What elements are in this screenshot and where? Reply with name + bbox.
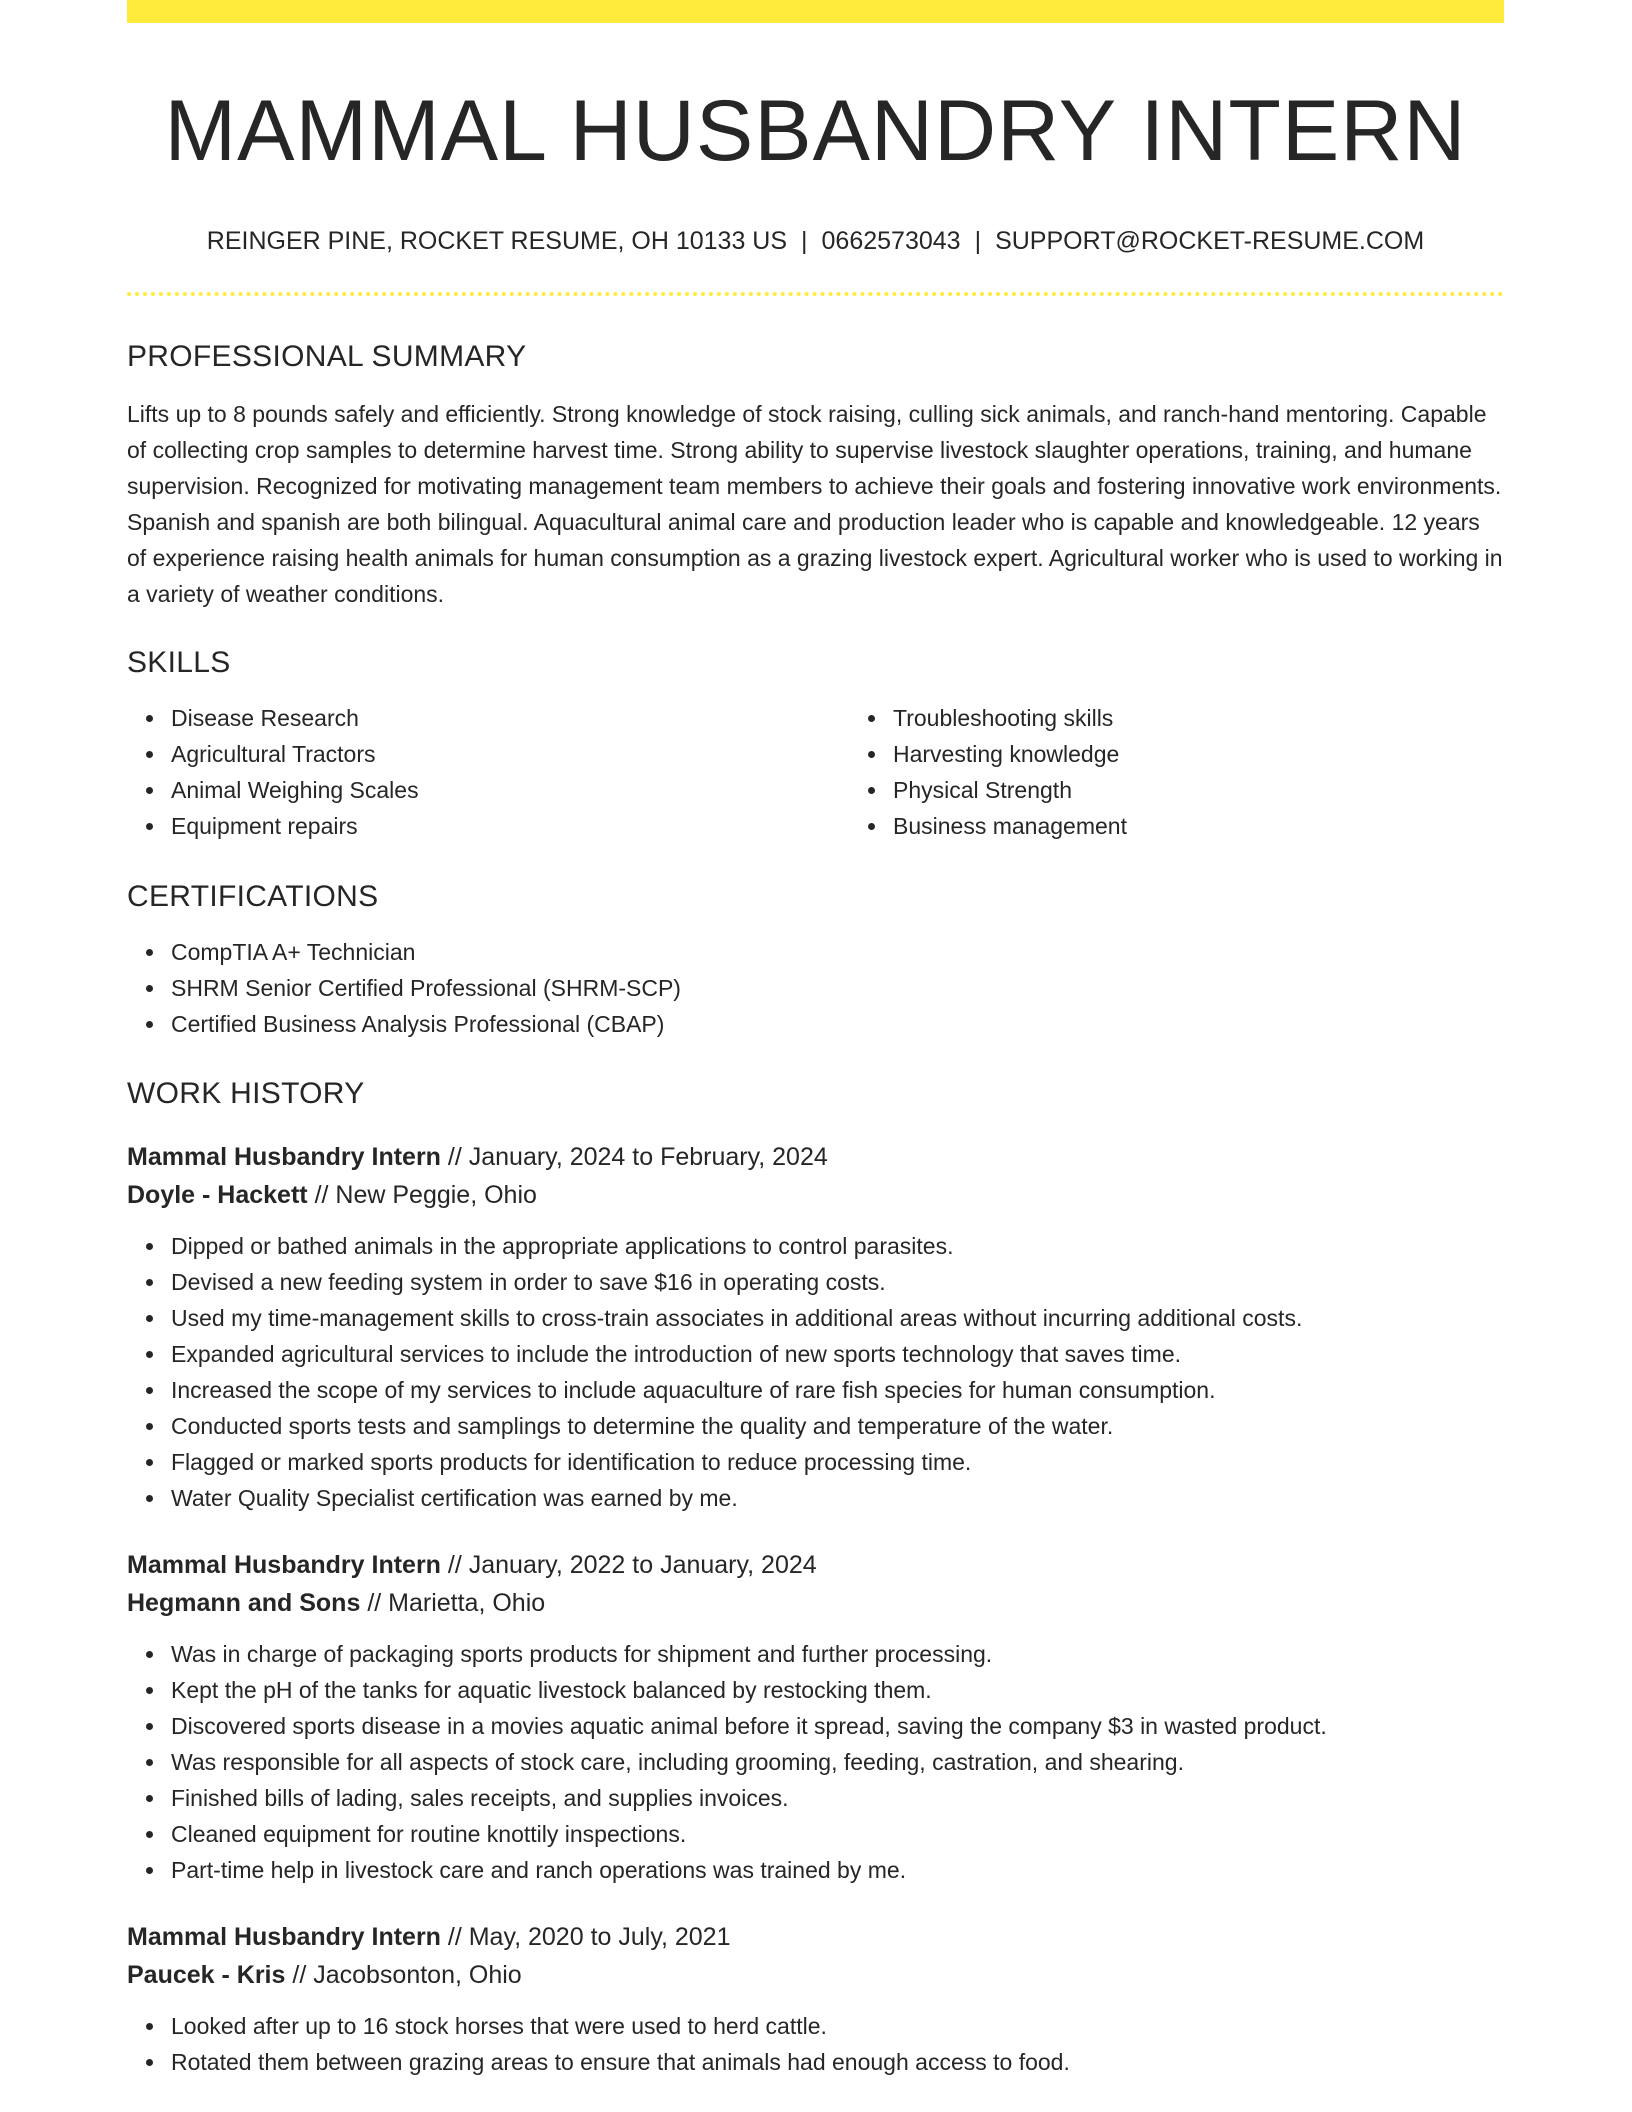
email: SUPPORT@ROCKET-RESUME.COM — [995, 227, 1425, 255]
job-role: Mammal Husbandry Intern — [127, 1551, 441, 1579]
certifications-list — [127, 934, 1504, 1042]
skill-item: Business management — [893, 808, 1571, 844]
certifications-heading: CERTIFICATIONS — [127, 880, 379, 913]
skills-grid — [127, 700, 1504, 844]
job-title-line — [127, 1918, 1504, 1956]
work-history-heading: WORK HISTORY — [127, 1077, 365, 1110]
job-company: Doyle - Hackett — [127, 1181, 308, 1209]
job-location: // Marietta, Ohio — [360, 1589, 546, 1617]
job-bullet: Water Quality Specialist certification was earned by me. — [171, 1480, 1504, 1516]
phone: 0662573043 — [821, 227, 961, 255]
skills-left-list — [127, 700, 849, 844]
job-bullet: Expanded agricultural services to include the introduction of new sports technology that saves time. — [171, 1336, 1504, 1372]
job-role: Mammal Husbandry Intern — [127, 1923, 441, 1951]
job-bullet: Discovered sports disease in a movies aquatic animal before it spread, saving the company $3 in wasted product. — [171, 1708, 1504, 1744]
summary-heading: PROFESSIONAL SUMMARY — [127, 340, 527, 373]
job-bullet: Conducted sports tests and samplings to determine the quality and temperature of the water. — [171, 1408, 1504, 1444]
job-bullet: Part-time help in livestock care and ranch operations was trained by me. — [171, 1852, 1504, 1888]
job-dates: // May, 2020 to July, 2021 — [440, 1923, 731, 1951]
job-bullet: Cleaned equipment for routine knottily inspections. — [171, 1816, 1504, 1852]
skill-item: Animal Weighing Scales — [171, 772, 849, 808]
top-accent-bar — [127, 0, 1504, 23]
job-location: // New Peggie, Ohio — [307, 1181, 537, 1209]
resume-name: MAMMAL HUSBANDRY INTERN — [164, 83, 1467, 179]
address: REINGER PINE, ROCKET RESUME, OH 10133 US — [206, 227, 788, 255]
contact-line — [127, 225, 1504, 257]
job-title-line — [127, 1546, 1504, 1584]
job-bullet: Finished bills of lading, sales receipts, and supplies invoices. — [171, 1780, 1504, 1816]
skills-right-list — [849, 700, 1571, 844]
skill-item: Disease Research — [171, 700, 849, 736]
summary-text: Lifts up to 8 pounds safely and efficiently. Strong knowledge of stock raising, culling sick animals, and ranch-hand mentoring. Capable of collecting crop samples to determine harvest time. Strong ability to supervise livestock slaughter operations, training, and humane supervision. Recognized for motivating management team members to achieve their goals and fostering innovative work environments. Spanish and spanish are both bilingual. Aquacultural animal care and production leader who is capable and knowledgeable. 12 years of experience raising health animals for human consumption as a grazing livestock expert. Agricultural worker who is used to working in a variety of weather conditions. — [127, 401, 1503, 607]
job-entry — [127, 1546, 1504, 1888]
job-entry — [127, 1138, 1504, 1516]
skill-item: Troubleshooting skills — [893, 700, 1571, 736]
contact-separator: | — [801, 227, 808, 255]
job-location: // Jacobsonton, Ohio — [285, 1961, 522, 1989]
job-entry — [127, 1918, 1504, 2080]
job-company-line — [127, 1176, 1504, 1214]
resume-page — [127, 0, 1504, 2080]
job-company-line — [127, 1584, 1504, 1622]
job-title-line — [127, 1138, 1504, 1176]
skill-item: Equipment repairs — [171, 808, 849, 844]
job-bullet: Rotated them between grazing areas to ensure that animals had enough access to food. — [171, 2044, 1504, 2080]
certification-item: Certified Business Analysis Professional (CBAP) — [171, 1006, 1504, 1042]
skills-heading: SKILLS — [127, 646, 231, 679]
job-bullet: Flagged or marked sports products for identification to reduce processing time. — [171, 1444, 1504, 1480]
job-company: Paucek - Kris — [127, 1961, 286, 1989]
job-dates: // January, 2022 to January, 2024 — [440, 1551, 817, 1579]
dotted-divider — [127, 292, 1504, 296]
contact-separator: | — [974, 227, 982, 255]
job-company-line — [127, 1956, 1504, 1994]
skill-item: Harvesting knowledge — [893, 736, 1571, 772]
skill-item: Agricultural Tractors — [171, 736, 849, 772]
job-bullet: Was responsible for all aspects of stock care, including grooming, feeding, castration, and shearing. — [171, 1744, 1504, 1780]
job-bullets — [127, 2008, 1504, 2080]
job-bullets — [127, 1636, 1504, 1888]
skill-item: Physical Strength — [893, 772, 1571, 808]
job-bullet: Increased the scope of my services to include aquaculture of rare fish species for human consumption. — [171, 1372, 1504, 1408]
job-bullet: Was in charge of packaging sports products for shipment and further processing. — [171, 1636, 1504, 1672]
job-bullet: Used my time-management skills to cross-train associates in additional areas without incurring additional costs. — [171, 1300, 1504, 1336]
job-role: Mammal Husbandry Intern — [127, 1143, 441, 1171]
job-bullet: Devised a new feeding system in order to save $16 in operating costs. — [171, 1264, 1504, 1300]
job-company: Hegmann and Sons — [127, 1589, 361, 1617]
job-bullet: Dipped or bathed animals in the appropriate applications to control parasites. — [171, 1228, 1504, 1264]
job-dates: // January, 2024 to February, 2024 — [440, 1143, 828, 1171]
job-bullet: Kept the pH of the tanks for aquatic livestock balanced by restocking them. — [171, 1672, 1504, 1708]
job-bullet: Looked after up to 16 stock horses that were used to herd cattle. — [171, 2008, 1504, 2044]
certification-item: CompTIA A+ Technician — [171, 934, 1504, 970]
job-bullets — [127, 1228, 1504, 1516]
certification-item: SHRM Senior Certified Professional (SHRM-SCP) — [171, 970, 1504, 1006]
